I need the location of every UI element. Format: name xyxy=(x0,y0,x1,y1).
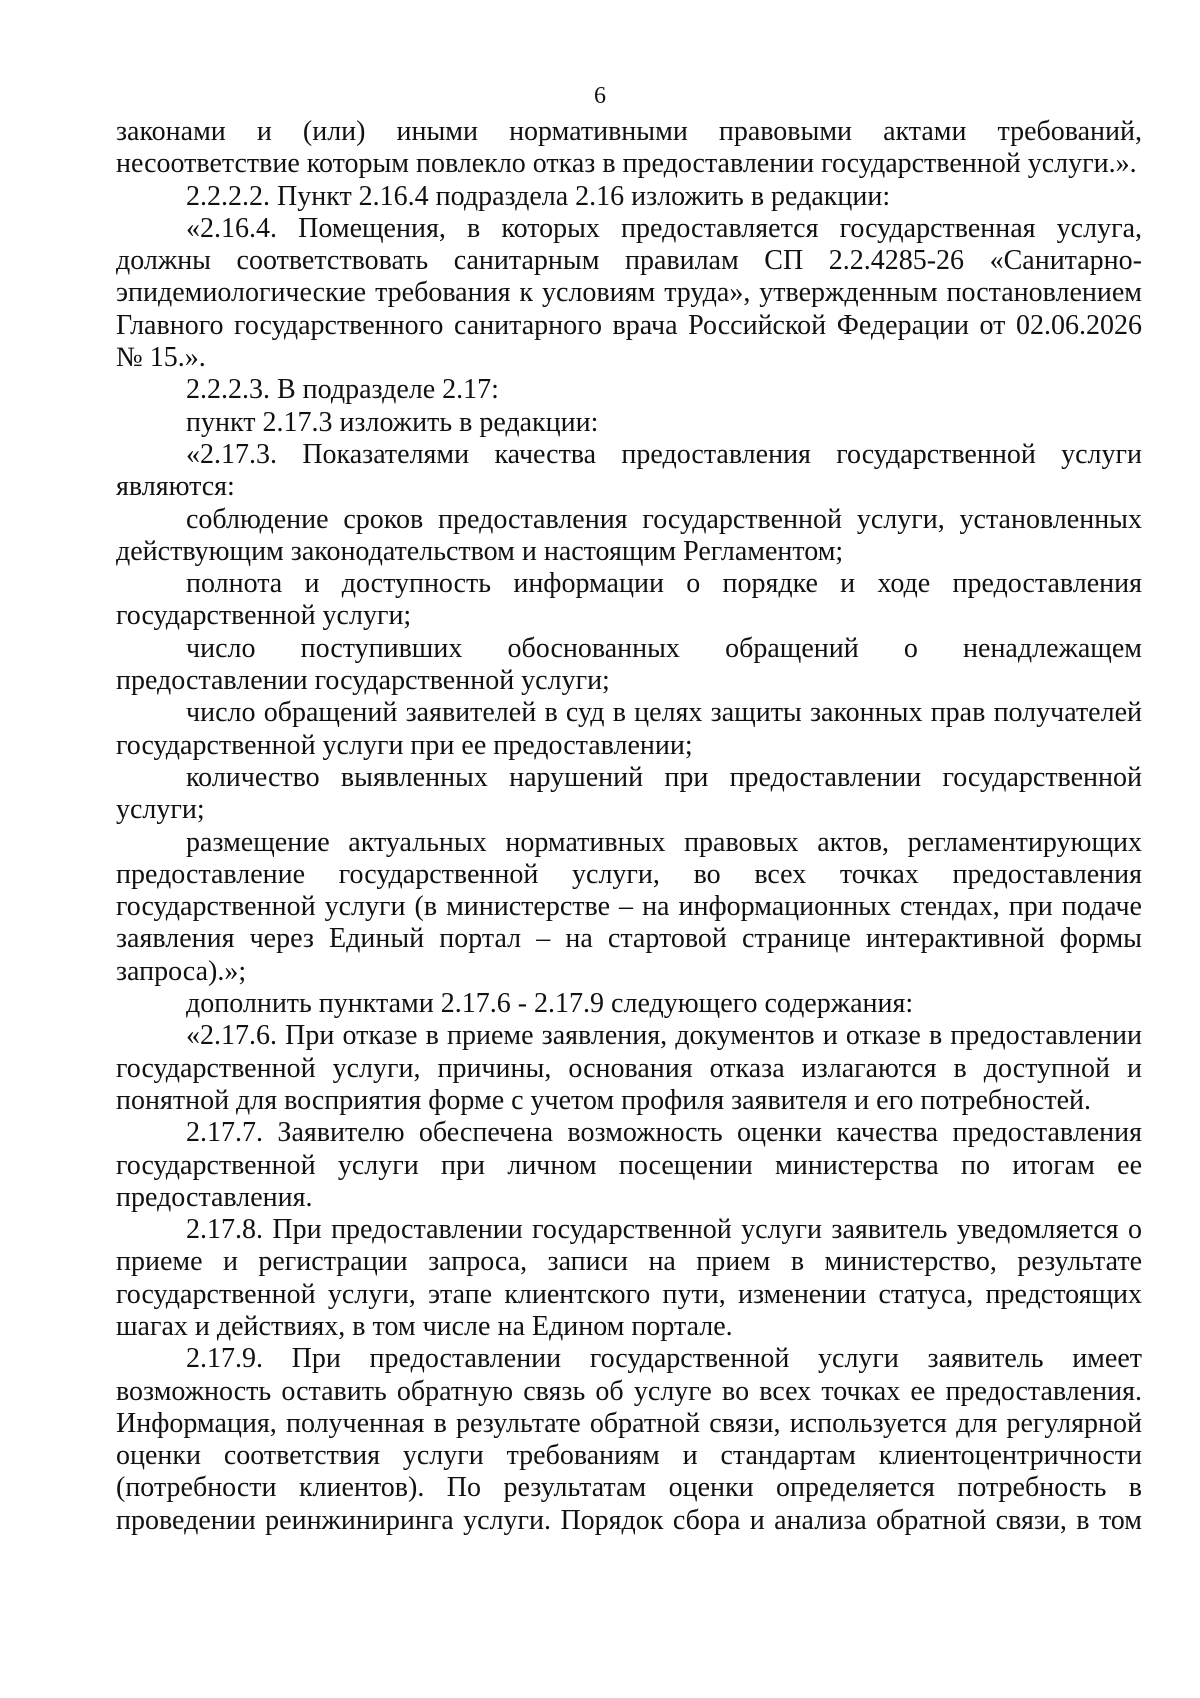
paragraph: «2.17.6. При отказе в приеме заявления, документов и отказе в предоставлении государственной услуги, причины, основания отказа излагаются в доступной и понятной для восприятия форме с учетом профиля заявителя и его потребностей. xyxy=(116,1020,1142,1116)
paragraph: полнота и доступность информации о порядке и ходе предоставления государственной услуги; xyxy=(116,568,1142,632)
paragraph: число обращений заявителей в суд в целях защиты законных прав получателей государственной услуги при ее предоставлении; xyxy=(116,697,1142,761)
paragraph: число поступивших обоснованных обращений о ненадлежащем предоставлении государственной услуги; xyxy=(116,632,1142,697)
paragraph: «2.17.3. Показателями качества предоставления государственной услуги являются: xyxy=(116,438,1142,503)
paragraph: пункт 2.17.3 изложить в редакции: xyxy=(186,406,599,438)
paragraph: количество выявленных нарушений при предоставлении государственной услуги; xyxy=(116,761,1142,826)
paragraph: законами и (или) иными нормативными правовыми актами требований, несоответствие которым повлекло отказ в предоставлении государственной услуги.». xyxy=(116,116,1142,180)
paragraph: 2.17.8. При предоставлении государственной услуги заявитель уведомляется о приеме и регистрации запроса, записи на прием в министерство, результате государственной услуги, этапе клиентского пути, изменении статуса, предстоящих шагах и действиях, в том числе на Едином портале. xyxy=(116,1214,1142,1342)
paragraph: соблюдение сроков предоставления государственной услуги, установленных действующим законодательством и настоящим Регламентом; xyxy=(116,503,1142,567)
paragraph: дополнить пунктами 2.17.6 - 2.17.9 следующего содержания: xyxy=(186,988,914,1020)
paragraph: 2.2.2.2. Пункт 2.16.4 подраздела 2.16 изложить в редакции: xyxy=(186,180,891,212)
paragraph: «2.16.4. Помещения, в которых предоставляется государственная услуга, должны соответствовать санитарным правилам СП 2.2.4285-26 «Санитарно-эпидемиологические требования к условиям труда», утвержденным постановлением Главного государственного санитарного врача Российской Федерации от 02.06.2026 № 15.». xyxy=(116,212,1142,374)
paragraph: 2.2.2.3. В подразделе 2.17: xyxy=(186,374,499,406)
paragraph: 2.17.9. При предоставлении государственной услуги заявитель имеет возможность оставить обратную связь об услуге во всех точках ее предоставления. Информация, полученная в результате обратной связи, используется для регулярной оценки соответствия услуги требованиям и стандартам клиентоцентричности (потребности клиентов). По результатам оценки определяется потребность в проведении реинжиниринга услуги. Порядок сбора и анализа обратной связи, в том xyxy=(116,1343,1142,1536)
page-number: 6 xyxy=(594,83,606,109)
paragraph: 2.17.7. Заявителю обеспечена возможность оценки качества предоставления государственной услуги при личном посещении министерства по итогам ее предоставления. xyxy=(116,1117,1142,1213)
document-body xyxy=(116,116,1142,1537)
paragraph: размещение актуальных нормативных правовых актов, регламентирующих предоставление государственной услуги, во всех точках предоставления государственной услуги (в министерстве – на информационных стендах, при подаче заявления через Единый портал – на стартовой странице интерактивной формы запроса).»; xyxy=(116,826,1142,987)
